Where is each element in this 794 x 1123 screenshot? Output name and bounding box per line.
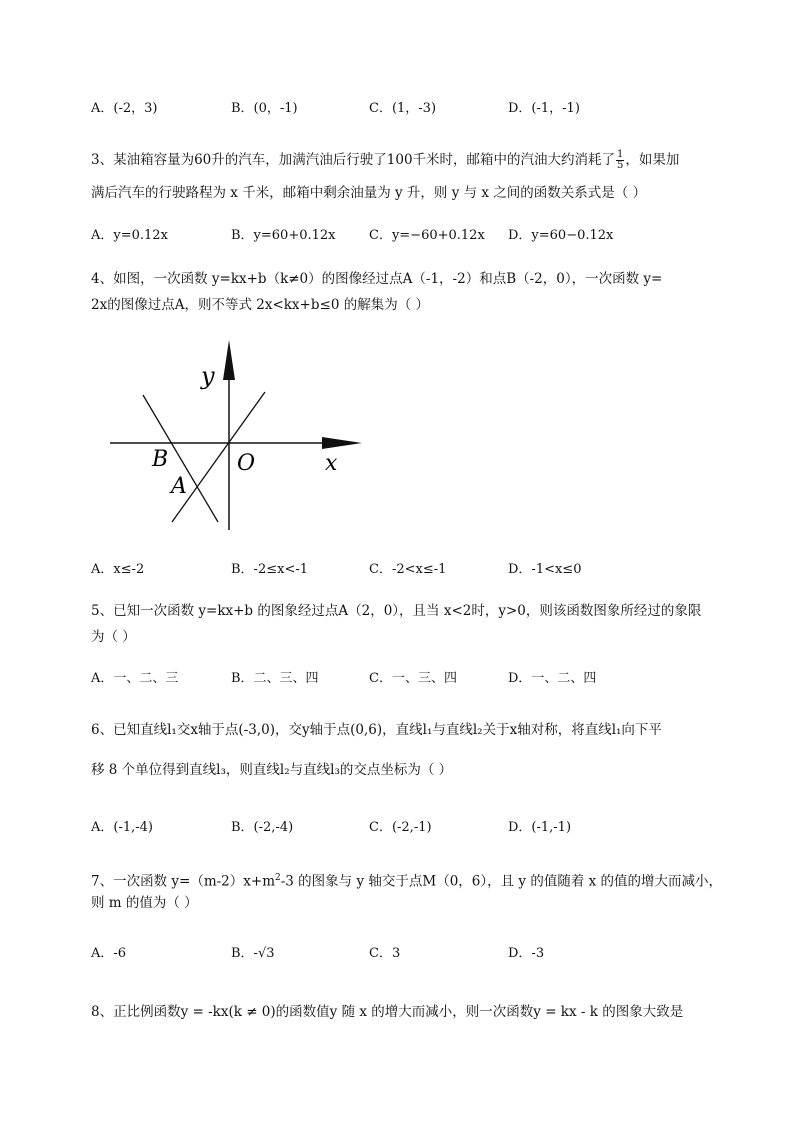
q7-option-d: D．-3 — [508, 946, 545, 961]
q7-line2: 则 m 的值为（ ） — [91, 895, 198, 911]
q3-frac-num: 1 — [617, 149, 624, 160]
q7-line1-text: 7、一次函数 y=（m-2）x+m — [91, 873, 275, 890]
q4-figure — [100, 330, 380, 540]
label-x: x — [325, 451, 338, 476]
q3-option-d: D．y=60−0.12x — [508, 228, 614, 243]
q3-option-b: B．y=60+0.12x — [231, 228, 336, 243]
q7-line1 — [91, 869, 722, 891]
q7-exponent: 2 — [275, 873, 281, 883]
q6-option-a: A．(-1,-4) — [91, 820, 153, 835]
q8-line1: 8、正比例函数y = -kx(k ≠ 0)的函数值y 随 x 的增大而减小，则一次函数y = kx - k 的图象大致是 — [91, 1004, 684, 1020]
q2-option-c: C．(1，-3) — [369, 101, 437, 116]
q6-option-d: D．(-1,-1) — [508, 820, 572, 835]
label-y: y — [201, 362, 215, 390]
q3-fraction — [616, 150, 624, 171]
q3-option-a: A．y=0.12x — [91, 228, 168, 243]
label-o: O — [237, 451, 256, 476]
q4-option-b: B．-2≤x<-1 — [231, 562, 308, 577]
q6-option-b: B．(-2,-4) — [231, 820, 294, 835]
q5-option-c: C．一、三、四 — [369, 671, 457, 686]
label-b: B — [152, 447, 169, 472]
q5-option-a: A．一、二、三 — [91, 671, 179, 686]
q4-line2: 2x的图像过点A，则不等式 2x<kx+b≤0 的解集为（ ） — [91, 297, 429, 313]
q5-option-b: B．二、三、四 — [231, 671, 319, 686]
q3-option-c: C．y=−60+0.12x — [369, 228, 485, 243]
q2-option-d: D．(-1，-1) — [508, 101, 580, 116]
q6-line1: 6、已知直线l₁交x轴于点(-3,0)，交y轴于点(0,6)，直线l₁与直线l₂关于x轴对称，将直线l₁向下平 — [91, 722, 662, 738]
q2-option-a: A．(-2，3) — [91, 101, 158, 116]
q6-line2: 移 8 个单位得到直线l₃，则直线l₂与直线l₃的交点坐标为（ ） — [91, 762, 453, 778]
q3-line1-text: 3、某油箱容量为60升的汽车，加满汽油后行驶了100千米时，邮箱中的汽油大约消耗了 — [91, 152, 616, 168]
q4-line1: 4、如图，一次函数 y=kx+b（k≠0）的图像经过点A（-1，-2）和点B（-2，0），一次函数 y= — [91, 271, 663, 287]
label-a: A — [171, 474, 187, 499]
q3-line1-tail: ，如果加 — [625, 152, 680, 168]
q6-option-c: C．(-2,-1) — [369, 820, 432, 835]
q7-option-c: C．3 — [369, 946, 401, 961]
q4-option-a: A．x≤-2 — [91, 562, 145, 577]
q3-line2: 满后汽车的行驶路程为 x 千米，邮箱中剩余油量为 y 升，则 y 与 x 之间的函数关系式是（ ） — [91, 185, 647, 201]
q2-option-b: B．(0，-1) — [231, 101, 298, 116]
q4-option-d: D．-1<x≤0 — [508, 562, 582, 577]
q3-line1 — [91, 150, 679, 171]
q5-line1: 5、已知一次函数 y=kx+b 的图象经过点A（2，0），且当 x<2时，y>0，则该函数图象所经过的象限 — [91, 603, 702, 619]
q3-frac-den: 5 — [617, 160, 624, 171]
q7-line1-tail: -3 的图象与 y 轴交于点M（0，6），且 y 的值随着 x 的值的增大而减小， — [280, 873, 723, 890]
y-axis-arrow-icon — [223, 340, 235, 380]
q4-option-c: C．-2<x≤-1 — [369, 562, 447, 577]
q5-line2: 为（ ） — [91, 629, 136, 645]
x-axis-arrow-icon — [322, 437, 362, 449]
q5-option-d: D．一、二、四 — [508, 671, 597, 686]
q7-option-a: A．-6 — [91, 946, 127, 961]
q7-option-b: B．-√3 — [231, 946, 275, 961]
